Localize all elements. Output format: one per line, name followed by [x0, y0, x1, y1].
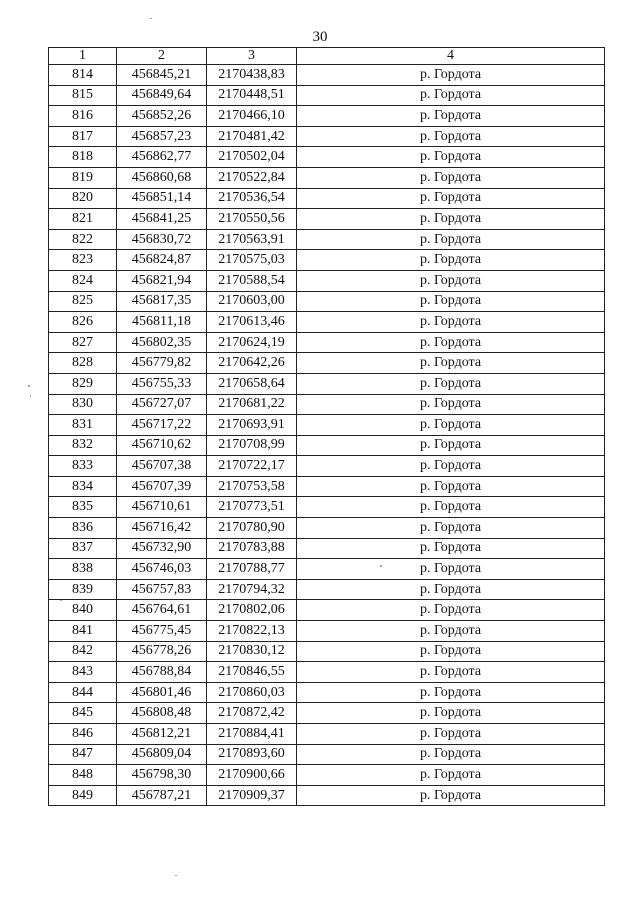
point-number-cell: 835 — [49, 497, 117, 518]
point-number-cell: 829 — [49, 373, 117, 394]
table-row — [49, 332, 605, 353]
y-coordinate-cell: 2170613,46 — [207, 312, 297, 333]
y-coordinate-cell: 2170502,04 — [207, 147, 297, 168]
y-coordinate-cell: 2170550,56 — [207, 209, 297, 230]
table-row — [49, 765, 605, 786]
x-coordinate-cell: 456798,30 — [117, 765, 207, 786]
y-coordinate-cell: 2170872,42 — [207, 703, 297, 724]
description-cell: р. Гордота — [297, 559, 605, 580]
y-coordinate-cell: 2170522,84 — [207, 167, 297, 188]
x-coordinate-cell: 456801,46 — [117, 682, 207, 703]
x-coordinate-cell: 456809,04 — [117, 744, 207, 765]
y-coordinate-cell: 2170642,26 — [207, 353, 297, 374]
description-cell: р. Гордота — [297, 682, 605, 703]
table-row — [49, 147, 605, 168]
point-number-cell: 834 — [49, 476, 117, 497]
point-number-cell: 832 — [49, 435, 117, 456]
x-coordinate-cell: 456808,48 — [117, 703, 207, 724]
point-number-cell: 821 — [49, 209, 117, 230]
point-number-cell: 817 — [49, 126, 117, 147]
table-row — [49, 209, 605, 230]
x-coordinate-cell: 456755,33 — [117, 373, 207, 394]
table-row — [49, 85, 605, 106]
table-body — [49, 65, 605, 806]
description-cell: р. Гордота — [297, 229, 605, 250]
description-cell: р. Гордота — [297, 188, 605, 209]
x-coordinate-cell: 456852,26 — [117, 106, 207, 127]
header-col-1: 1 — [49, 48, 117, 65]
page-number: 30 — [312, 29, 328, 45]
description-cell: р. Гордота — [297, 312, 605, 333]
description-cell: р. Гордота — [297, 703, 605, 724]
table-row — [49, 456, 605, 477]
y-coordinate-cell: 2170588,54 — [207, 270, 297, 291]
x-coordinate-cell: 456824,87 — [117, 250, 207, 271]
y-coordinate-cell: 2170466,10 — [207, 106, 297, 127]
x-coordinate-cell: 456845,21 — [117, 65, 207, 86]
y-coordinate-cell: 2170481,42 — [207, 126, 297, 147]
table-row — [49, 476, 605, 497]
table-row — [49, 312, 605, 333]
x-coordinate-cell: 456764,61 — [117, 600, 207, 621]
description-cell: р. Гордота — [297, 497, 605, 518]
y-coordinate-cell: 2170681,22 — [207, 394, 297, 415]
description-cell: р. Гордота — [297, 415, 605, 436]
point-number-cell: 842 — [49, 641, 117, 662]
y-coordinate-cell: 2170893,60 — [207, 744, 297, 765]
y-coordinate-cell: 2170708,99 — [207, 435, 297, 456]
point-number-cell: 838 — [49, 559, 117, 580]
x-coordinate-cell: 456802,35 — [117, 332, 207, 353]
x-coordinate-cell: 456860,68 — [117, 167, 207, 188]
scan-speck — [30, 395, 31, 397]
scan-speck — [28, 385, 30, 387]
description-cell: р. Гордота — [297, 621, 605, 642]
x-coordinate-cell: 456821,94 — [117, 270, 207, 291]
point-number-cell: 836 — [49, 518, 117, 539]
description-cell: р. Гордота — [297, 332, 605, 353]
table-row — [49, 744, 605, 765]
description-cell: р. Гордота — [297, 579, 605, 600]
x-coordinate-cell: 456746,03 — [117, 559, 207, 580]
y-coordinate-cell: 2170884,41 — [207, 724, 297, 745]
description-cell: р. Гордота — [297, 126, 605, 147]
table-row — [49, 538, 605, 559]
description-cell: р. Гордота — [297, 167, 605, 188]
table-row — [49, 167, 605, 188]
x-coordinate-cell: 456788,84 — [117, 662, 207, 683]
x-coordinate-cell: 456830,72 — [117, 229, 207, 250]
description-cell: р. Гордота — [297, 394, 605, 415]
table-row — [49, 373, 605, 394]
y-coordinate-cell: 2170773,51 — [207, 497, 297, 518]
y-coordinate-cell: 2170830,12 — [207, 641, 297, 662]
x-coordinate-cell: 456727,07 — [117, 394, 207, 415]
y-coordinate-cell: 2170788,77 — [207, 559, 297, 580]
table-row — [49, 518, 605, 539]
point-number-cell: 830 — [49, 394, 117, 415]
y-coordinate-cell: 2170693,91 — [207, 415, 297, 436]
table-row — [49, 600, 605, 621]
y-coordinate-cell: 2170536,54 — [207, 188, 297, 209]
point-number-cell: 840 — [49, 600, 117, 621]
y-coordinate-cell: 2170860,03 — [207, 682, 297, 703]
y-coordinate-cell: 2170753,58 — [207, 476, 297, 497]
point-number-cell: 814 — [49, 65, 117, 86]
description-cell: р. Гордота — [297, 538, 605, 559]
table-row — [49, 353, 605, 374]
description-cell: р. Гордота — [297, 106, 605, 127]
header-col-4: 4 — [297, 48, 605, 65]
description-cell: р. Гордота — [297, 785, 605, 806]
x-coordinate-cell: 456851,14 — [117, 188, 207, 209]
point-number-cell: 841 — [49, 621, 117, 642]
table-row — [49, 682, 605, 703]
coordinates-table — [48, 47, 605, 806]
y-coordinate-cell: 2170846,55 — [207, 662, 297, 683]
description-cell: р. Гордота — [297, 65, 605, 86]
description-cell: р. Гордота — [297, 724, 605, 745]
point-number-cell: 822 — [49, 229, 117, 250]
table-row — [49, 270, 605, 291]
description-cell: р. Гордота — [297, 456, 605, 477]
description-cell: р. Гордота — [297, 85, 605, 106]
table-row — [49, 621, 605, 642]
scan-speck — [175, 875, 177, 876]
y-coordinate-cell: 2170802,06 — [207, 600, 297, 621]
x-coordinate-cell: 456817,35 — [117, 291, 207, 312]
point-number-cell: 818 — [49, 147, 117, 168]
y-coordinate-cell: 2170624,19 — [207, 332, 297, 353]
x-coordinate-cell: 456757,83 — [117, 579, 207, 600]
table-row — [49, 559, 605, 580]
x-coordinate-cell: 456732,90 — [117, 538, 207, 559]
point-number-cell: 839 — [49, 579, 117, 600]
header-row — [49, 48, 605, 65]
x-coordinate-cell: 456778,26 — [117, 641, 207, 662]
point-number-cell: 849 — [49, 785, 117, 806]
table-row — [49, 415, 605, 436]
point-number-cell: 826 — [49, 312, 117, 333]
description-cell: р. Гордота — [297, 662, 605, 683]
x-coordinate-cell: 456775,45 — [117, 621, 207, 642]
x-coordinate-cell: 456707,38 — [117, 456, 207, 477]
point-number-cell: 820 — [49, 188, 117, 209]
table-row — [49, 497, 605, 518]
x-coordinate-cell: 456787,21 — [117, 785, 207, 806]
y-coordinate-cell: 2170794,32 — [207, 579, 297, 600]
y-coordinate-cell: 2170780,90 — [207, 518, 297, 539]
x-coordinate-cell: 456717,22 — [117, 415, 207, 436]
header-col-2: 2 — [117, 48, 207, 65]
table-row — [49, 703, 605, 724]
y-coordinate-cell: 2170909,37 — [207, 785, 297, 806]
x-coordinate-cell: 456862,77 — [117, 147, 207, 168]
description-cell: р. Гордота — [297, 270, 605, 291]
table-row — [49, 106, 605, 127]
y-coordinate-cell: 2170822,13 — [207, 621, 297, 642]
table-row — [49, 724, 605, 745]
y-coordinate-cell: 2170900,66 — [207, 765, 297, 786]
description-cell: р. Гордота — [297, 209, 605, 230]
x-coordinate-cell: 456811,18 — [117, 312, 207, 333]
table-row — [49, 126, 605, 147]
description-cell: р. Гордота — [297, 600, 605, 621]
table-row — [49, 662, 605, 683]
header-col-3: 3 — [207, 48, 297, 65]
scan-speck — [150, 18, 152, 19]
description-cell: р. Гордота — [297, 641, 605, 662]
point-number-cell: 827 — [49, 332, 117, 353]
x-coordinate-cell: 456849,64 — [117, 85, 207, 106]
point-number-cell: 825 — [49, 291, 117, 312]
x-coordinate-cell: 456812,21 — [117, 724, 207, 745]
point-number-cell: 844 — [49, 682, 117, 703]
description-cell: р. Гордота — [297, 476, 605, 497]
point-number-cell: 837 — [49, 538, 117, 559]
point-number-cell: 848 — [49, 765, 117, 786]
y-coordinate-cell: 2170783,88 — [207, 538, 297, 559]
x-coordinate-cell: 456710,61 — [117, 497, 207, 518]
x-coordinate-cell: 456716,42 — [117, 518, 207, 539]
x-coordinate-cell: 456707,39 — [117, 476, 207, 497]
table-row — [49, 579, 605, 600]
table-row — [49, 394, 605, 415]
x-coordinate-cell: 456779,82 — [117, 353, 207, 374]
point-number-cell: 828 — [49, 353, 117, 374]
point-number-cell: 815 — [49, 85, 117, 106]
description-cell: р. Гордота — [297, 373, 605, 394]
x-coordinate-cell: 456841,25 — [117, 209, 207, 230]
y-coordinate-cell: 2170563,91 — [207, 229, 297, 250]
point-number-cell: 843 — [49, 662, 117, 683]
y-coordinate-cell: 2170658,64 — [207, 373, 297, 394]
description-cell: р. Гордота — [297, 291, 605, 312]
table-row — [49, 250, 605, 271]
x-coordinate-cell: 456710,62 — [117, 435, 207, 456]
table-row — [49, 229, 605, 250]
table-row — [49, 65, 605, 86]
description-cell: р. Гордота — [297, 147, 605, 168]
table-row — [49, 435, 605, 456]
table-row — [49, 641, 605, 662]
description-cell: р. Гордота — [297, 250, 605, 271]
table-row — [49, 188, 605, 209]
y-coordinate-cell: 2170722,17 — [207, 456, 297, 477]
point-number-cell: 845 — [49, 703, 117, 724]
y-coordinate-cell: 2170575,03 — [207, 250, 297, 271]
y-coordinate-cell: 2170603,00 — [207, 291, 297, 312]
point-number-cell: 847 — [49, 744, 117, 765]
y-coordinate-cell: 2170438,83 — [207, 65, 297, 86]
table-row — [49, 785, 605, 806]
point-number-cell: 823 — [49, 250, 117, 271]
scan-speck — [60, 600, 62, 601]
point-number-cell: 831 — [49, 415, 117, 436]
point-number-cell: 819 — [49, 167, 117, 188]
scan-speck — [380, 565, 382, 567]
point-number-cell: 824 — [49, 270, 117, 291]
y-coordinate-cell: 2170448,51 — [207, 85, 297, 106]
table-row — [49, 291, 605, 312]
point-number-cell: 846 — [49, 724, 117, 745]
description-cell: р. Гордота — [297, 744, 605, 765]
table-header — [49, 48, 605, 65]
point-number-cell: 816 — [49, 106, 117, 127]
description-cell: р. Гордота — [297, 435, 605, 456]
description-cell: р. Гордота — [297, 518, 605, 539]
description-cell: р. Гордота — [297, 765, 605, 786]
description-cell: р. Гордота — [297, 353, 605, 374]
point-number-cell: 833 — [49, 456, 117, 477]
x-coordinate-cell: 456857,23 — [117, 126, 207, 147]
